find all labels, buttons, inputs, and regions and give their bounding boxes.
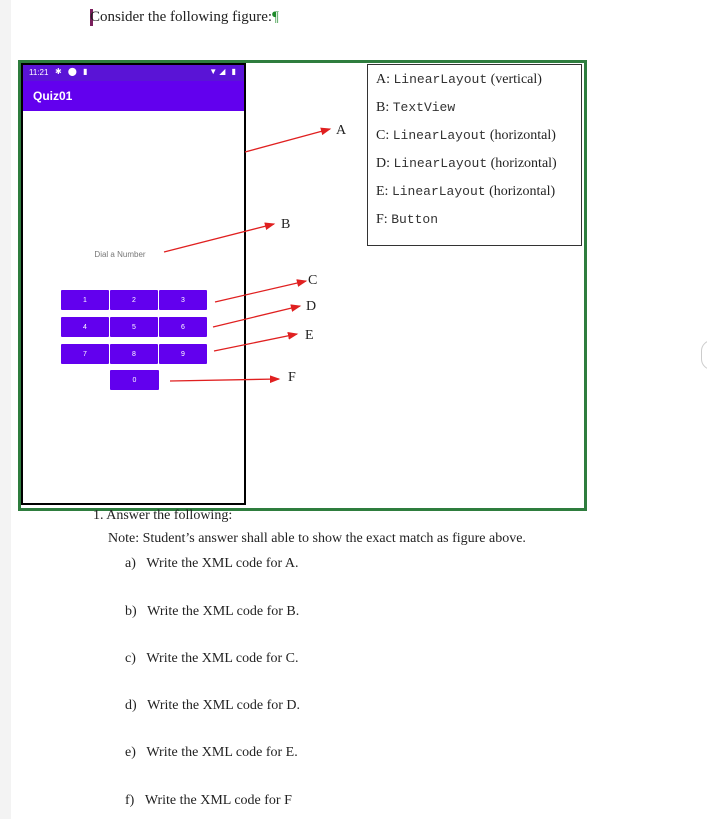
legend-note: (horizontal) — [489, 184, 556, 199]
legend-note: (horizontal) — [489, 128, 556, 143]
legend-code: LinearLayout — [393, 156, 488, 171]
key-6[interactable]: 6 — [159, 317, 207, 337]
legend-code: LinearLayout — [391, 184, 486, 199]
key-0[interactable]: 0 — [110, 370, 159, 390]
pilcrow-icon: ¶ — [272, 9, 279, 25]
question-note: Note: Student’s answer shall able to show the exact match as figure above. — [108, 531, 526, 546]
key-5[interactable]: 5 — [110, 317, 158, 337]
key-3[interactable]: 3 — [159, 290, 207, 310]
legend-code: LinearLayout — [392, 128, 487, 143]
item-marker: c) — [125, 651, 136, 666]
item-marker: e) — [125, 745, 136, 760]
legend-letter: E: — [376, 184, 389, 199]
arrow-a — [245, 129, 330, 152]
arrow-e — [214, 334, 297, 351]
item-text: Write the XML code for C. — [146, 651, 299, 666]
item-marker: b) — [125, 604, 137, 619]
legend-code: TextView — [392, 100, 456, 115]
question-item-b — [125, 604, 299, 620]
arrow-f — [170, 379, 279, 381]
key-2[interactable]: 2 — [110, 290, 158, 310]
key-8[interactable]: 8 — [110, 344, 158, 364]
status-time: 11:21 — [29, 68, 49, 77]
callout-label-e: E — [305, 328, 314, 343]
question-item-e — [125, 745, 298, 761]
legend-code: Button — [391, 212, 438, 227]
legend-code: LinearLayout — [393, 72, 488, 87]
legend-note: (vertical) — [490, 72, 542, 87]
legend-letter: F: — [376, 212, 388, 227]
callout-label-f: F — [288, 370, 296, 385]
item-text: Write the XML code for F — [144, 793, 292, 808]
question-item-d — [125, 698, 300, 714]
signal-battery-icon: ▼◢ ▮ — [209, 67, 238, 76]
legend-note: (horizontal) — [490, 156, 557, 171]
key-7[interactable]: 7 — [61, 344, 109, 364]
callout-label-b: B — [281, 217, 291, 232]
callout-label-a: A — [336, 123, 347, 138]
arrow-c — [215, 281, 306, 302]
arrow-d — [213, 306, 300, 327]
legend-letter: C: — [376, 128, 390, 143]
legend-letter: B: — [376, 100, 390, 115]
item-text: Write the XML code for D. — [147, 698, 301, 713]
legend-letter: A: — [376, 72, 390, 87]
question-item-c — [125, 651, 298, 667]
item-marker: d) — [125, 698, 137, 713]
dial-label: Dial a Number — [94, 250, 146, 259]
item-text: Write the XML code for B. — [147, 604, 300, 619]
item-marker: a) — [125, 556, 136, 571]
item-marker: f) — [125, 793, 135, 808]
legend-letter: D: — [376, 156, 390, 171]
status-notification-icons: ✱ ⬤ ▮ — [55, 67, 90, 76]
key-4[interactable]: 4 — [61, 317, 109, 337]
callout-label-d: D — [306, 299, 317, 314]
question-heading: 1. Answer the following: — [93, 508, 233, 523]
key-9[interactable]: 9 — [159, 344, 207, 364]
callout-label-c: C — [308, 273, 318, 288]
item-text: Write the XML code for E. — [146, 745, 298, 760]
key-1[interactable]: 1 — [61, 290, 109, 310]
question-item-a — [125, 556, 298, 572]
app-title: Quiz01 — [33, 89, 73, 103]
intro-sentence: Consider the following figure: — [90, 9, 273, 25]
arrow-b — [164, 224, 274, 252]
item-text: Write the XML code for A. — [146, 556, 299, 571]
question-item-f — [125, 793, 292, 809]
